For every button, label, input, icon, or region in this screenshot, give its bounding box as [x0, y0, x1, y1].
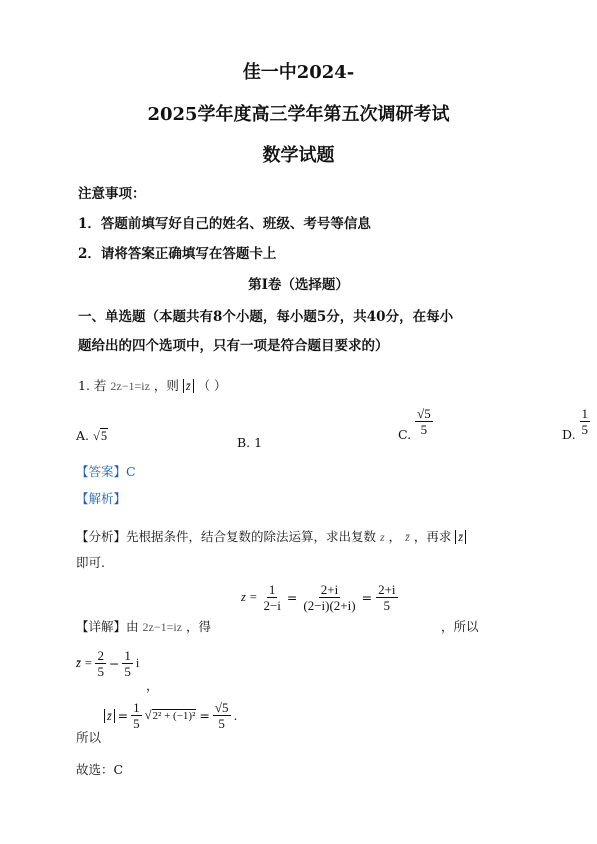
fenxi-zbar: z̄ [405, 530, 410, 544]
title-line-2: 2025学年度高三学年第五次调研考试 [147, 104, 450, 125]
question-mid: ，则 [153, 378, 179, 393]
fenxi-abs-zbar: z̄ [455, 530, 466, 544]
question-1 [78, 376, 227, 394]
option-d [562, 406, 590, 442]
detail-eq-3: = [117, 708, 129, 723]
detail-abs-zbar: z̄ [104, 709, 115, 723]
detail-label: 【详解】由 [76, 619, 139, 634]
detail-condition: 2z−1=iz [142, 620, 183, 634]
detail-comma: ， [146, 678, 159, 693]
question-suffix: （ ） [197, 378, 227, 393]
detail-label-group [76, 617, 211, 635]
detail-period: . [233, 708, 238, 723]
detail-z-eq: z = [241, 590, 258, 604]
section-line-2: 题给出的四个选项中，只有一项是符合题目要求的） [78, 338, 389, 354]
fenxi-comma: ， [388, 529, 402, 544]
option-c-label: C. [398, 427, 412, 442]
detail-i: i [135, 656, 140, 670]
detail-frac-g1: $\frac{2}{5}$ [97, 648, 104, 679]
title-line-1: 佳一中2024- [242, 62, 355, 83]
option-c [398, 406, 433, 442]
detail-frac-h2: $\frac{√5}{5}$ [214, 700, 229, 731]
detail-eq-2: = [361, 590, 373, 605]
option-a [76, 428, 108, 444]
detail-frac-h1: $\frac{1}{5}$ [133, 700, 140, 731]
option-a-label: A. [76, 428, 90, 443]
question-target: z̄ [183, 379, 194, 393]
detail-de: ，得 [186, 619, 212, 634]
detail-abs-equation [104, 700, 237, 731]
fenxi-text-a: 【分析】先根据条件，结合复数的除法运算，求出复数 [76, 529, 377, 544]
detail-frac-g2: $\frac{1}{5}$ [124, 648, 131, 679]
detail-suoyi-b: 所以 [76, 730, 102, 745]
detail-frac-3: $\frac{2+i}{5}$ [378, 582, 396, 613]
fenxi-line-2: 即可. [76, 555, 105, 570]
detail-frac-2: $\frac{2+i}{(2-i)(2+i)}$ [303, 582, 356, 613]
detail-minus: − [108, 656, 120, 671]
fenxi-z: z [380, 530, 385, 544]
option-b-label: B. [237, 435, 251, 450]
option-d-value: $\frac{1}{5}$ [581, 406, 589, 437]
option-c-value: $\frac{√5}{5}$ [417, 406, 431, 437]
notes-item-1: 1．答题前填写好自己的姓名、班级、考号等信息 [78, 216, 371, 232]
option-d-label: D. [562, 427, 576, 442]
option-b-value: 1 [254, 435, 263, 450]
detail-zbar-equation [76, 648, 139, 679]
detail-suoyi-a: ，所以 [441, 619, 479, 634]
detail-z-equation [241, 582, 398, 613]
detail-frac-1: $\frac{1}{2-i}$ [263, 582, 281, 613]
volume-label: 第I卷（选择题） [248, 277, 349, 293]
detail-eq-4: = [199, 708, 210, 723]
fenxi-text-b: ，再求 [413, 529, 452, 544]
question-prefix: 1. 若 [78, 378, 107, 393]
title-line-3: 数学试题 [262, 145, 335, 166]
fenxi-line-1 [76, 527, 466, 545]
analysis-label: 【解析】 [76, 491, 127, 506]
detail-eq-1: = [286, 590, 298, 605]
detail-sqrt: √2² + (−1)² [144, 708, 196, 722]
question-condition: 2z−1=iz [110, 379, 150, 393]
notes-heading: 注意事项： [78, 186, 146, 202]
answer-label: 【答案】C [76, 464, 136, 479]
notes-item-2: 2．请将答案正确填写在答题卡上 [78, 246, 277, 262]
section-line-1: 一、单选题（本题共有8个小题，每小题5分，共40分，在每小 [78, 309, 454, 325]
detail-conclusion: 故选：C [76, 762, 124, 777]
option-a-value: √5 [93, 429, 108, 443]
option-b [237, 435, 262, 450]
detail-zbar-eq: z̄ = [76, 656, 93, 670]
